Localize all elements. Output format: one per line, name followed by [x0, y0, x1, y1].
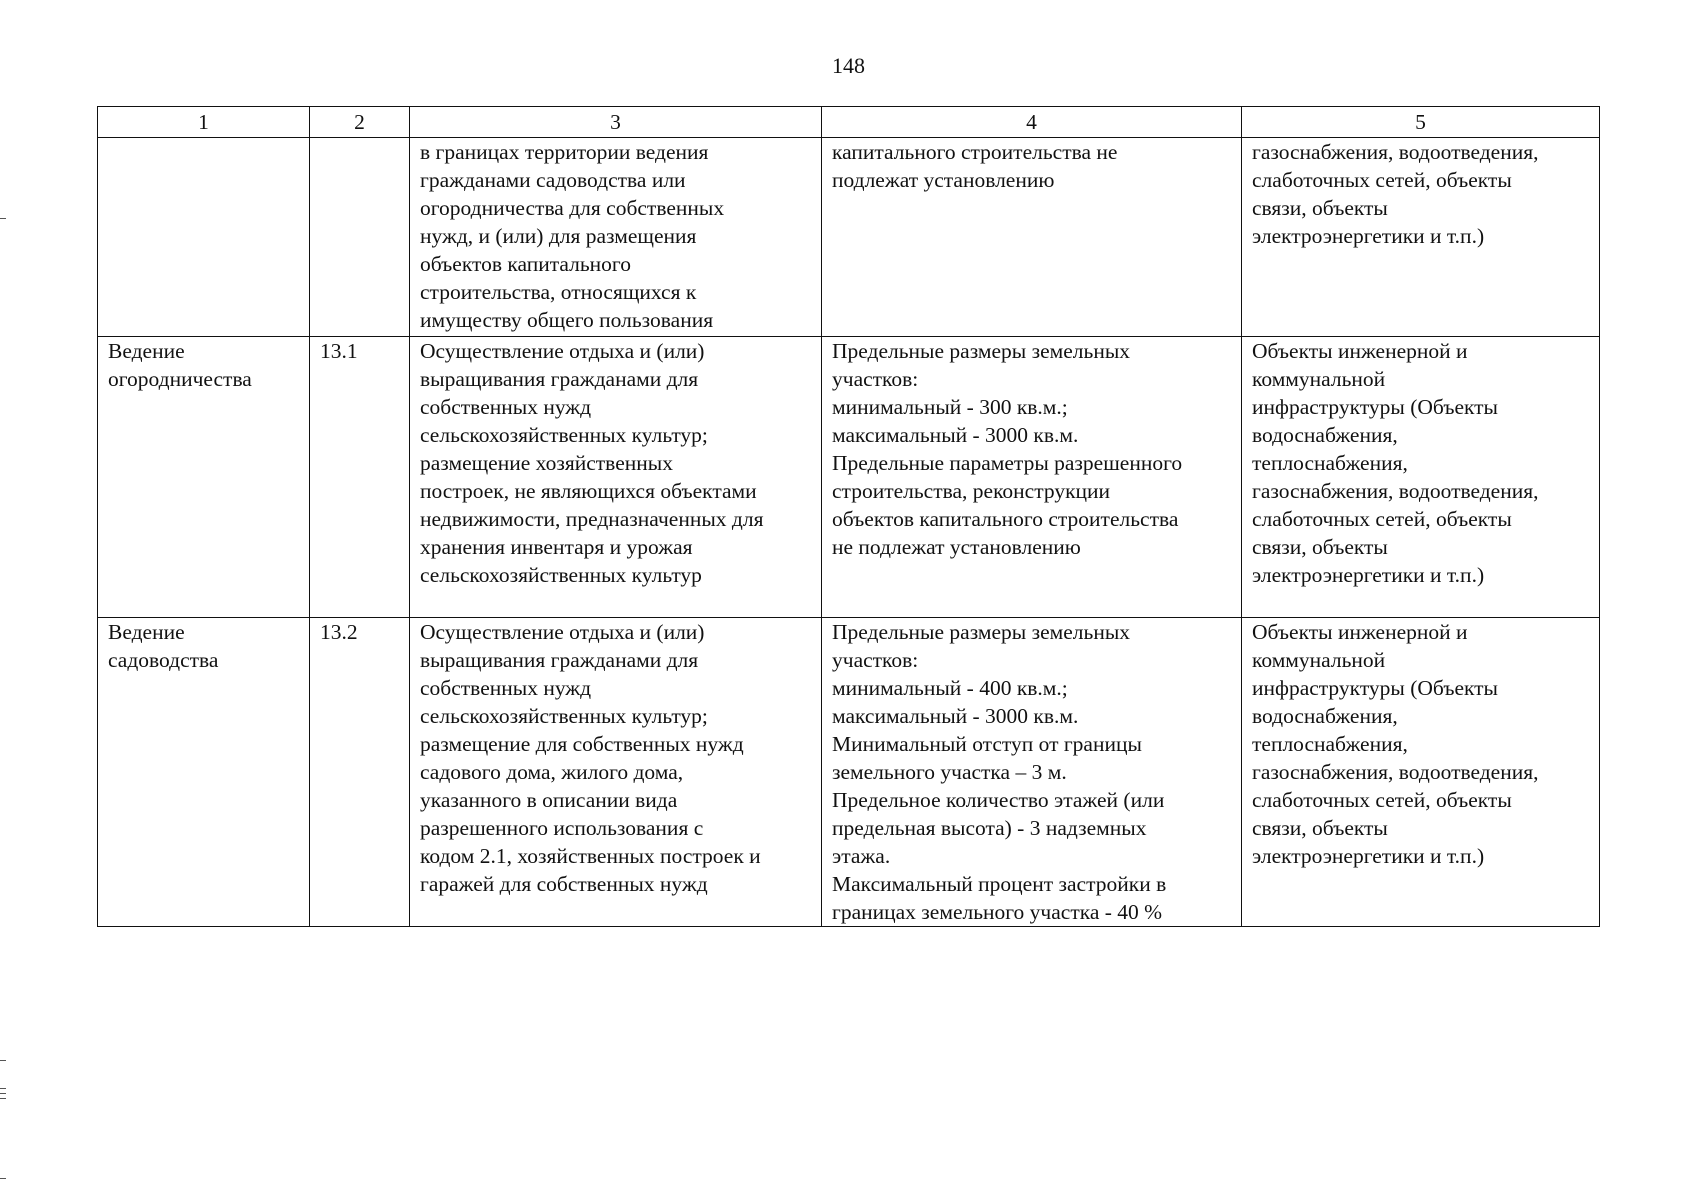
land-use-code-cell: [310, 138, 410, 337]
text-line: предельная высота) - 3 надземных: [832, 816, 1147, 840]
text-line: максимальный - 3000 кв.м.: [832, 704, 1079, 728]
land-use-description-cell: [410, 337, 822, 618]
text-line: теплоснабжения,: [1252, 732, 1408, 756]
text-line: коммунальной: [1252, 367, 1386, 391]
scan-artifact-mark: [0, 1098, 6, 1099]
text-line: этажа.: [832, 844, 891, 868]
text-line: строительства, относящихся к: [420, 280, 697, 304]
text-line: газоснабжения, водоотведения,: [1252, 479, 1539, 503]
table-row: [98, 618, 1600, 927]
text-line: коммунальной: [1252, 648, 1386, 672]
text-line: инфраструктуры (Объекты: [1252, 395, 1499, 419]
land-use-code-cell: 13.1: [310, 337, 410, 618]
text-line: садового дома, жилого дома,: [420, 760, 684, 784]
text-line: участков:: [832, 648, 919, 672]
text-line: электроэнергетики и т.п.): [1252, 224, 1485, 248]
text-line: максимальный - 3000 кв.м.: [832, 423, 1079, 447]
text-line: подлежат установлению: [832, 168, 1055, 192]
building-parameters-cell: [822, 337, 1242, 618]
text-line: Ведение: [108, 339, 185, 363]
text-line: Предельные размеры земельных: [832, 339, 1131, 363]
text-line: газоснабжения, водоотведения,: [1252, 760, 1539, 784]
building-parameters-cell: [822, 138, 1242, 337]
text-line: капитального строительства не: [832, 140, 1118, 164]
building-parameters-cell: [822, 618, 1242, 927]
text-line: огородничества: [108, 367, 252, 391]
scan-artifact-mark: [0, 1088, 6, 1089]
scan-artifact-mark: [0, 1060, 6, 1061]
text-line: слаботочных сетей, объекты: [1252, 168, 1512, 192]
text-line: слаботочных сетей, объекты: [1252, 788, 1512, 812]
text-line: электроэнергетики и т.п.): [1252, 563, 1485, 587]
text-line: минимальный - 300 кв.м.;: [832, 395, 1068, 419]
column-header-4: 4: [822, 107, 1242, 138]
text-line: связи, объекты: [1252, 535, 1388, 559]
text-line: газоснабжения, водоотведения,: [1252, 140, 1539, 164]
text-line: связи, объекты: [1252, 816, 1388, 840]
land-use-table: [97, 106, 1600, 927]
infrastructure-objects-cell: [1242, 138, 1600, 337]
text-line: не подлежат установлению: [832, 535, 1081, 559]
text-line: электроэнергетики и т.п.): [1252, 844, 1485, 868]
column-header-3: 3: [410, 107, 822, 138]
land-use-description-cell: [410, 138, 822, 337]
text-line: построек, не являющихся объектами: [420, 479, 757, 503]
land-use-code-cell: 13.2: [310, 618, 410, 927]
text-line: садоводства: [108, 648, 219, 672]
text-line: кодом 2.1, хозяйственных построек и: [420, 844, 761, 868]
text-line: сельскохозяйственных культур;: [420, 423, 708, 447]
text-line: водоснабжения,: [1252, 704, 1398, 728]
text-line: собственных нужд: [420, 676, 592, 700]
text-line: размещение хозяйственных: [420, 451, 673, 475]
text-line: Предельное количество этажей (или: [832, 788, 1165, 812]
text-line: инфраструктуры (Объекты: [1252, 676, 1499, 700]
infrastructure-objects-cell: [1242, 618, 1600, 927]
text-line: указанного в описании вида: [420, 788, 678, 812]
text-line: имуществу общего пользования: [420, 308, 714, 332]
text-line: Максимальный процент застройки в: [832, 872, 1167, 896]
text-line: границах земельного участка - 40 %: [832, 900, 1163, 924]
text-line: недвижимости, предназначенных для: [420, 507, 764, 531]
text-line: Осуществление отдыха и (или): [420, 620, 705, 644]
text-line: Предельные размеры земельных: [832, 620, 1131, 644]
text-line: гаражей для собственных нужд: [420, 872, 708, 896]
column-header-1: 1: [98, 107, 310, 138]
column-header-2: 2: [310, 107, 410, 138]
text-line: выращивания гражданами для: [420, 648, 699, 672]
table-header-row: [98, 107, 1600, 138]
text-line: связи, объекты: [1252, 196, 1388, 220]
text-line: строительства, реконструкции: [832, 479, 1111, 503]
infrastructure-objects-cell: [1242, 337, 1600, 618]
scan-artifact-mark: [0, 1178, 6, 1179]
text-line: размещение для собственных нужд: [420, 732, 744, 756]
text-line: Ведение: [108, 620, 185, 644]
land-use-description-cell: [410, 618, 822, 927]
page-number: 148: [832, 53, 865, 78]
text-line: хранения инвентаря и урожая: [420, 535, 693, 559]
text-line: земельного участка – 3 м.: [832, 760, 1067, 784]
text-line: Объекты инженерной и: [1252, 620, 1468, 644]
text-line: минимальный - 400 кв.м.;: [832, 676, 1068, 700]
text-line: гражданами садоводства или: [420, 168, 686, 192]
land-use-name-cell: [98, 337, 310, 618]
column-header-5: 5: [1242, 107, 1600, 138]
land-use-name-cell: [98, 618, 310, 927]
text-line: нужд, и (или) для размещения: [420, 224, 697, 248]
scan-artifact-mark: [0, 1093, 6, 1094]
land-use-name-cell: [98, 138, 310, 337]
text-line: участков:: [832, 367, 919, 391]
text-line: объектов капитального строительства: [832, 507, 1179, 531]
text-line: сельскохозяйственных культур;: [420, 704, 708, 728]
text-line: собственных нужд: [420, 395, 592, 419]
text-line: Минимальный отступ от границы: [832, 732, 1142, 756]
table-row: [98, 138, 1600, 337]
text-line: разрешенного использования с: [420, 816, 704, 840]
table-row: [98, 337, 1600, 618]
text-line: Осуществление отдыха и (или): [420, 339, 705, 363]
text-line: слаботочных сетей, объекты: [1252, 507, 1512, 531]
text-line: выращивания гражданами для: [420, 367, 699, 391]
text-line: теплоснабжения,: [1252, 451, 1408, 475]
scan-artifact-mark: [0, 218, 6, 219]
text-line: в границах территории ведения: [420, 140, 709, 164]
text-line: водоснабжения,: [1252, 423, 1398, 447]
text-line: огородничества для собственных: [420, 196, 725, 220]
text-line: сельскохозяйственных культур: [420, 563, 702, 587]
text-line: Предельные параметры разрешенного: [832, 451, 1183, 475]
text-line: объектов капитального: [420, 252, 631, 276]
text-line: Объекты инженерной и: [1252, 339, 1468, 363]
